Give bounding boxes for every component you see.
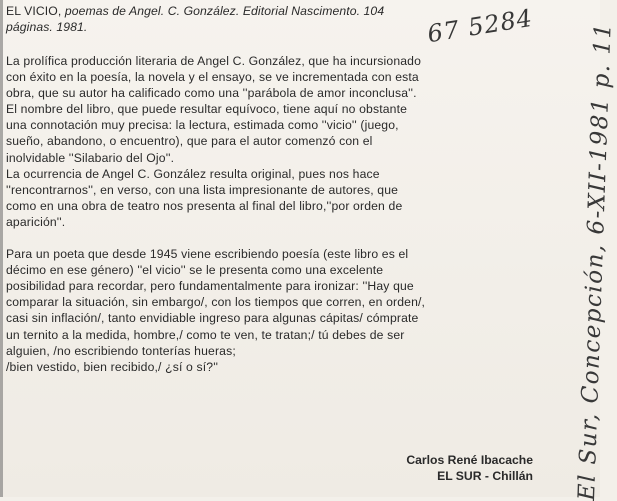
book-title: EL VICIO, bbox=[6, 4, 62, 18]
publication-source: EL SUR - Chillán bbox=[437, 469, 533, 483]
text-line: El nombre del libro, que puede resultar equívoco, tiene aquí no obstante bbox=[6, 102, 408, 117]
handwritten-source-note: El Sur, Concepción, 6-XII-1981 p. 11 bbox=[574, 21, 617, 501]
paragraph-spacer bbox=[6, 230, 541, 246]
text-line: una connotación muy precisa: la lectura, estimada como ''vicio'' (juego, bbox=[6, 118, 399, 133]
text-line: ''rencontrarnos'', en verso, con una lista impresionante de autores, que bbox=[6, 182, 399, 197]
signature-block bbox=[368, 452, 533, 484]
text-line: como en una obra de teatro nos presenta al final del libro,''por orden de bbox=[6, 198, 403, 213]
text-line: inolvidable ''Silabario del Ojo''. bbox=[6, 150, 175, 165]
text-line: con éxito en la poesía, la novela y el ensayo, se ve incrementada con esta bbox=[6, 70, 419, 85]
text-line: La prolífica producción literaria de Angel C. González, que ha incursionado bbox=[6, 54, 422, 68]
book-reference bbox=[6, 3, 476, 35]
text-line: alguien, /no escribiendo tonterías hueras; bbox=[6, 343, 236, 358]
text-line: La ocurrencia de Angel C. González resulta original, pues nos hace bbox=[6, 166, 380, 181]
text-line: Para un poeta que desde 1945 viene escribiendo poesía (este libro es el bbox=[6, 247, 409, 262]
book-pages: páginas. 1981. bbox=[6, 20, 88, 34]
text-line: aparición''. bbox=[6, 214, 66, 229]
text-line: décimo en ese género) ''el vicio'' se le presenta como una excelente bbox=[6, 263, 384, 278]
paragraph-1 bbox=[6, 53, 541, 166]
book-details: poemas de Angel. C. González. Editorial Nascimento. 104 bbox=[64, 4, 385, 18]
handwritten-catalog-number: 67 5284 bbox=[425, 3, 535, 49]
text-line: casi sin inflación/, tanto envidiable ingreso para algunas cápitas/ cómprate bbox=[6, 311, 419, 326]
paragraph-2 bbox=[6, 166, 541, 230]
text-line: /bien vestido, bien recibido,/ ¿sí o sí?'' bbox=[6, 359, 219, 374]
text-line: obra, que su autor ha calificado como una ''parábola de amor inconclusa''. bbox=[6, 86, 417, 101]
author-name: Carlos René Ibacache bbox=[406, 453, 533, 467]
paragraph-3 bbox=[6, 246, 541, 375]
article-body bbox=[6, 53, 541, 375]
text-line: un ternito a la medida, hombre,/ como te ven, te tratan;/ tú debes de ser bbox=[6, 327, 405, 342]
text-line: posibilidad para recordar, pero fundamentalmente para ironizar: ''Hay que bbox=[6, 279, 414, 294]
text-line: comparar la situación, sin embargo/, con los tiempos que corren, en orden/, bbox=[6, 295, 426, 310]
clipping-edge bbox=[0, 0, 3, 497]
text-line: sueño, abandono, o encuentro), que para el autor comenzó con el bbox=[6, 134, 373, 149]
